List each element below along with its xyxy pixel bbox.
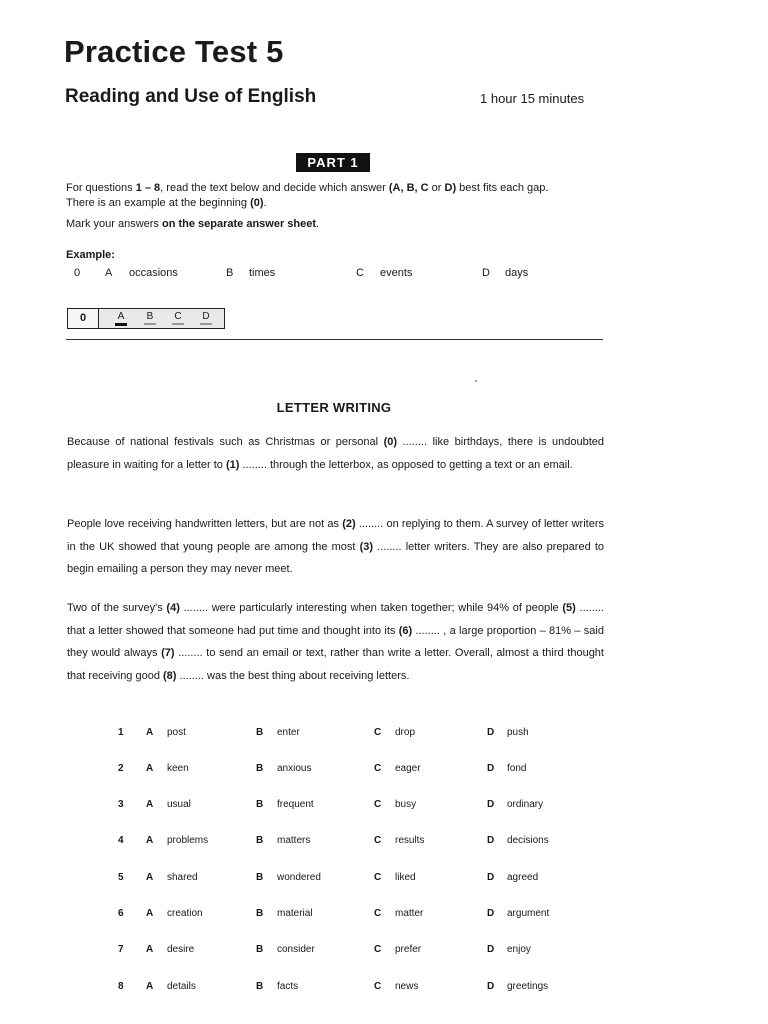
option-c: liked bbox=[395, 872, 416, 883]
option-letter-c: C bbox=[374, 908, 382, 919]
instructions-line-1 bbox=[66, 181, 548, 195]
paragraph-2 bbox=[67, 513, 604, 581]
option-letter-a: A bbox=[146, 799, 154, 810]
example-label: Example: bbox=[66, 249, 115, 261]
instr-text: For questions bbox=[66, 182, 136, 194]
gap-1: (1) bbox=[225, 458, 240, 471]
paragraph-3 bbox=[67, 597, 604, 687]
instr-text: . bbox=[263, 197, 267, 209]
option-c: results bbox=[395, 835, 425, 846]
question-row-4 bbox=[0, 835, 768, 849]
option-letter-c: C bbox=[374, 944, 382, 955]
option-letter-b: B bbox=[256, 872, 264, 883]
paragraph-text: Two of the survey's bbox=[67, 602, 167, 614]
option-d: push bbox=[507, 727, 529, 738]
instr-text: best fits each gap. bbox=[456, 182, 549, 194]
option-letter-a: A bbox=[146, 727, 154, 738]
answer-box-mark bbox=[172, 323, 184, 325]
answer-box-mark bbox=[144, 323, 156, 325]
option-letter-d: D bbox=[487, 908, 495, 919]
option-a: details bbox=[167, 981, 196, 992]
option-d: decisions bbox=[507, 835, 549, 846]
instr-text: , read the text below and decide which answer bbox=[160, 182, 389, 194]
gap-2: (2) bbox=[342, 518, 356, 530]
answer-box-letter: C bbox=[174, 311, 182, 322]
option-a: creation bbox=[167, 908, 203, 919]
answer-box-option-a bbox=[115, 311, 127, 326]
option-letter-b: B bbox=[256, 981, 264, 992]
option-b: facts bbox=[277, 981, 299, 992]
question-row-7 bbox=[0, 944, 768, 958]
option-letter-c: C bbox=[374, 835, 382, 846]
option-letter-d: D bbox=[487, 727, 495, 738]
question-number: 4 bbox=[118, 835, 124, 846]
example-letter-d: D bbox=[482, 267, 490, 279]
option-d: fond bbox=[507, 763, 527, 774]
paragraph-text: ........ letter writers. They are also prepared to begin emailing a person they may never meet. bbox=[67, 540, 604, 575]
instructions-line-2 bbox=[66, 196, 267, 210]
question-row-6 bbox=[0, 908, 768, 922]
option-b: wondered bbox=[277, 872, 321, 883]
question-row-8 bbox=[0, 981, 768, 995]
question-number: 6 bbox=[118, 908, 124, 919]
option-b: anxious bbox=[277, 763, 312, 774]
option-letter-a: A bbox=[146, 981, 154, 992]
option-d: agreed bbox=[507, 872, 539, 883]
option-letter-a: A bbox=[146, 908, 154, 919]
paragraph-text: ........ through the letterbox, as opposed to getting a text or an email. bbox=[239, 458, 573, 471]
option-letter-d: D bbox=[487, 835, 495, 846]
answer-box-option-d bbox=[200, 311, 212, 325]
text-title: LETTER WRITING bbox=[276, 400, 392, 415]
option-letter-d: D bbox=[487, 799, 495, 810]
instructions-line-3 bbox=[66, 217, 319, 231]
answer-box-mark bbox=[200, 323, 212, 325]
option-c: prefer bbox=[395, 944, 422, 955]
option-letter-b: B bbox=[256, 835, 264, 846]
paragraph-text: ........ to send an email or text, rather than write a letter. Overall, almost a third thought that receiving good bbox=[67, 647, 604, 682]
option-letter-c: C bbox=[374, 727, 382, 738]
option-c: matter bbox=[395, 908, 424, 919]
option-letter-a: A bbox=[146, 763, 154, 774]
instr-range: 1 – 8 bbox=[135, 182, 161, 194]
question-row-3 bbox=[0, 799, 768, 813]
paragraph-text: ........ were particularly interesting when taken together; while 94% of people bbox=[179, 602, 563, 614]
gap-4: (4) bbox=[166, 602, 180, 614]
question-number: 3 bbox=[118, 799, 124, 810]
gap-6: (6) bbox=[398, 624, 413, 637]
answer-box-mark bbox=[115, 323, 127, 326]
gap-8: (8) bbox=[163, 669, 177, 682]
instr-options: (A, B, C bbox=[388, 182, 429, 194]
option-letter-b: B bbox=[256, 799, 264, 810]
option-b: matters bbox=[277, 835, 311, 846]
question-row-2 bbox=[0, 763, 768, 777]
option-b: frequent bbox=[277, 799, 314, 810]
option-letter-d: D bbox=[487, 763, 495, 774]
option-letter-a: A bbox=[146, 872, 154, 883]
example-letter-b: B bbox=[226, 267, 234, 279]
option-letter-a: A bbox=[146, 944, 154, 955]
answer-box-letter: B bbox=[146, 311, 154, 322]
instr-text: . bbox=[316, 218, 320, 230]
example-option-a: occasions bbox=[129, 267, 178, 279]
instr-text: or bbox=[428, 182, 445, 194]
option-d: enjoy bbox=[507, 944, 531, 955]
answer-box-number: 0 bbox=[68, 309, 99, 328]
instr-option-d: D) bbox=[444, 182, 457, 194]
gap-7: (7) bbox=[161, 647, 175, 659]
question-number: 2 bbox=[118, 763, 124, 774]
answer-box-option-b bbox=[144, 311, 156, 325]
option-letter-b: B bbox=[256, 944, 264, 955]
example-answer-box bbox=[67, 308, 225, 329]
paragraph-text: ........ was the best thing about receiving letters. bbox=[176, 669, 410, 682]
paragraph-text: ........ like birthdays, there is undoubted pleasure in waiting for a letter to bbox=[67, 436, 604, 471]
instr-example-ref: (0) bbox=[250, 197, 264, 209]
example-option-c: events bbox=[380, 267, 413, 279]
paragraph-text: ........ , a large proportion – 81% – said they would always bbox=[67, 624, 604, 659]
option-c: busy bbox=[395, 799, 417, 810]
gap-5: (5) bbox=[562, 602, 576, 614]
example-letter-a: A bbox=[105, 267, 113, 279]
option-b: material bbox=[277, 908, 313, 919]
option-letter-b: B bbox=[256, 908, 264, 919]
option-letter-a: A bbox=[146, 835, 154, 846]
option-b: consider bbox=[277, 944, 315, 955]
paragraph-text: ........ on replying to them. A survey of letter writers in the UK showed that young people are among the most bbox=[67, 518, 605, 553]
gap-3: (3) bbox=[359, 540, 374, 553]
paragraph-text: ........ that a letter showed that someone had put time and thought into its bbox=[67, 602, 604, 637]
option-a: post bbox=[167, 727, 186, 738]
option-c: news bbox=[395, 981, 419, 992]
divider bbox=[66, 339, 603, 340]
example-number: 0 bbox=[74, 267, 81, 279]
option-b: enter bbox=[277, 727, 300, 738]
example-letter-c: C bbox=[356, 267, 364, 279]
question-row-5 bbox=[0, 872, 768, 886]
option-a: problems bbox=[167, 835, 209, 846]
option-letter-c: C bbox=[374, 981, 382, 992]
question-number: 8 bbox=[118, 981, 124, 992]
paragraph-text: Because of national festivals such as Christmas or personal bbox=[67, 436, 384, 448]
question-number: 7 bbox=[118, 944, 124, 955]
option-a: usual bbox=[167, 799, 191, 810]
paragraph-1 bbox=[67, 431, 604, 476]
option-letter-c: C bbox=[374, 872, 382, 883]
speck bbox=[475, 380, 477, 382]
time-allowed: 1 hour 15 minutes bbox=[480, 91, 585, 106]
page-title: Practice Test 5 bbox=[64, 34, 284, 69]
option-a: keen bbox=[167, 763, 189, 774]
gap-0: (0) bbox=[383, 436, 398, 448]
option-letter-b: B bbox=[256, 763, 264, 774]
option-letter-c: C bbox=[374, 763, 382, 774]
option-letter-d: D bbox=[487, 981, 495, 992]
instr-answer-sheet: on the separate answer sheet bbox=[161, 218, 317, 230]
option-d: ordinary bbox=[507, 799, 544, 810]
question-number: 1 bbox=[118, 727, 124, 738]
option-d: greetings bbox=[507, 981, 549, 992]
example-option-b: times bbox=[249, 267, 276, 279]
instr-text: Mark your answers bbox=[66, 218, 162, 230]
option-letter-d: D bbox=[487, 872, 495, 883]
option-c: drop bbox=[395, 727, 416, 738]
option-letter-b: B bbox=[256, 727, 264, 738]
answer-box-letter: A bbox=[117, 311, 125, 322]
example-option-d: days bbox=[505, 267, 529, 279]
answer-box-option-c bbox=[172, 311, 184, 325]
option-c: eager bbox=[395, 763, 421, 774]
option-letter-c: C bbox=[374, 799, 382, 810]
option-d: argument bbox=[507, 908, 550, 919]
instr-text: There is an example at the beginning bbox=[66, 197, 251, 209]
question-number: 5 bbox=[118, 872, 124, 883]
question-row-1 bbox=[0, 727, 768, 741]
option-a: shared bbox=[167, 872, 198, 883]
option-letter-d: D bbox=[487, 944, 495, 955]
section-subtitle: Reading and Use of English bbox=[65, 86, 317, 107]
paragraph-text: People love receiving handwritten letters, but are not as bbox=[67, 518, 343, 530]
option-a: desire bbox=[167, 944, 195, 955]
part-badge: PART 1 bbox=[296, 153, 370, 172]
answer-box-letter: D bbox=[202, 311, 210, 322]
